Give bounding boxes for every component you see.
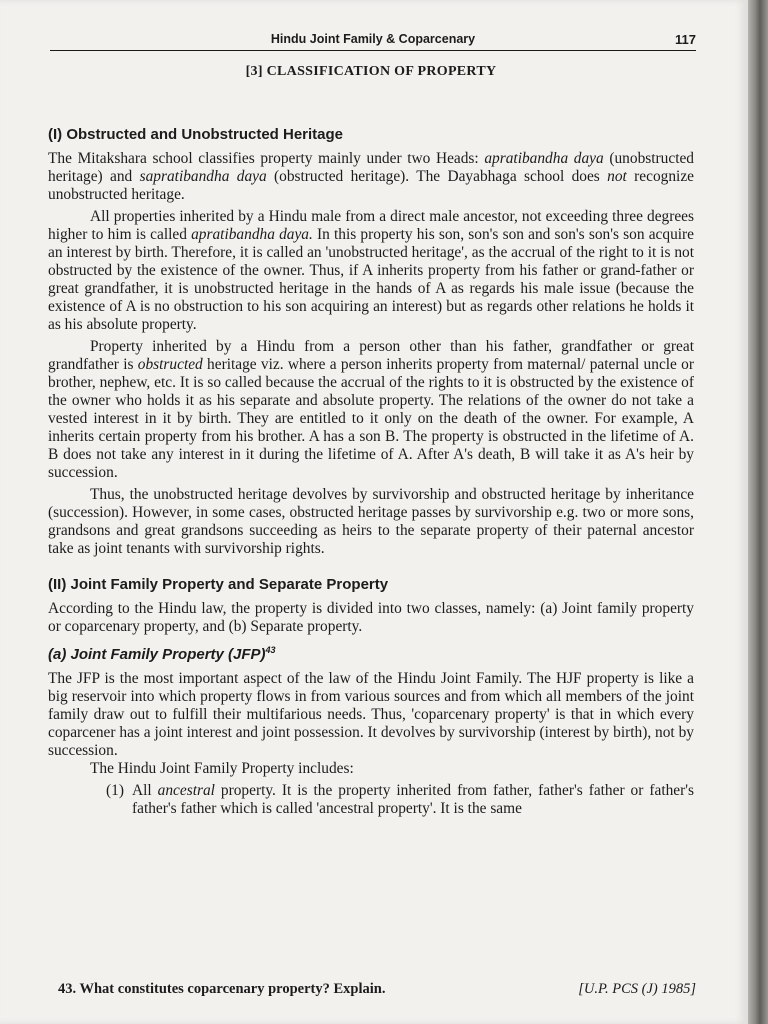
paragraph: Property inherited by a Hindu from a person other than his father, grandfather or great grandfather is obstructed heritage viz. where a person inherits property from maternal/ paternal uncle or brother, nephew, etc. It is so called because the accrual of the rights to it is obstructed by the existence of the owner who holds it as his separate and absolute property. The relations of the owner do not take a vested interest in it by birth. They are entitled to it only on the death of the owner. For example, A inherits certain property from his brother. A has a son B. The property is obstructed in the lifetime of A. B does not take any interest in it during the lifetime of A. After A's death, B will take it as A's heir by succession. — [48, 338, 694, 481]
running-header — [50, 30, 696, 51]
term-sapratibandha-daya: sapratibandha daya — [139, 168, 267, 185]
paragraph: All properties inherited by a Hindu male from a direct male ancestor, not exceeding three degrees higher to him is called apratibandha daya. In this property his son, son's son and son's son's son acquire an interest by birth. Therefore, it is called an 'unobstructed heritage', as the accrual of the right to it is not obstructed by the existence of the owner. Thus, if A inherits property from his father or grand-father or great grandfather, it is unobstructed heritage in the hands of A as regards his male issue (because the existence of A is no obstruction to his son acquiring an interest) but as regards other relations he holds it as his absolute property. — [48, 208, 694, 333]
term-apratibandha-daya: apratibandha daya — [484, 150, 604, 167]
emphasis-not: not — [607, 168, 627, 185]
paragraph: The Mitakshara school classifies property mainly under two Heads: apratibandha daya (unobstructed heritage) and sapratibandha daya (obstructed heritage). The Dayabhaga school does not recognize unobstructed heritage. — [48, 150, 694, 203]
paragraph: Thus, the unobstructed heritage devolves by survivorship and obstructed heritage by inheritance (succession). However, in some cases, obstructed heritage passes by survivorship e.g. two or more sons, grandsons and great grandsons succeeding as heirs to the separate property of their paternal ancestor take as joint tenants with survivorship rights. — [48, 486, 694, 557]
page-number: 117 — [675, 32, 696, 47]
term-obstructed: obstructed — [137, 356, 203, 373]
book-binding-edge — [748, 0, 768, 1024]
paragraph: According to the Hindu law, the property is divided into two classes, namely: (a) Joint family property or coparcenary property, and (b) Separate property. — [48, 600, 694, 635]
section-heading-joint-family-property: (II) Joint Family Property and Separate Property — [48, 576, 389, 593]
page-content — [48, 64, 694, 818]
section-heading-obstructed-heritage: (I) Obstructed and Unobstructed Heritage — [48, 126, 344, 143]
list-number: (1) — [106, 782, 124, 799]
footnote-marker: 43 — [265, 645, 276, 655]
list-item: (1) All ancestral property. It is the property inherited from father, father's father or father's father's father which is called 'ancestral property'. It is the same — [106, 782, 695, 817]
running-title: Hindu Joint Family & Coparcenary — [270, 32, 476, 46]
footnote — [58, 981, 696, 998]
paragraph: The JFP is the most important aspect of the law of the Hindu Joint Family. The HJF property is like a big reservoir into which property flows in from various sources and from which all members of the joint family draw out to fulfill their multifarious needs. Thus, 'coparcenary property' is that in which every coparcener has a joint interest and joint possession. It devolves by survivorship (interest by birth), not by succession. — [48, 670, 694, 759]
subsection-heading-jfp: (a) Joint Family Property (JFP)$^{43}$ — [48, 645, 276, 663]
footnote-reference: [U.P. PCS (J) 1985] — [578, 981, 696, 997]
paragraph: The Hindu Joint Family Property includes: — [90, 760, 354, 777]
term-apratibandha-daya: apratibandha daya. — [191, 226, 313, 243]
chapter-heading: [3] CLASSIFICATION OF PROPERTY — [245, 64, 497, 79]
term-ancestral: ancestral — [157, 782, 215, 799]
footnote-text: 43. What constitutes coparcenary property? Explain. — [58, 981, 386, 997]
